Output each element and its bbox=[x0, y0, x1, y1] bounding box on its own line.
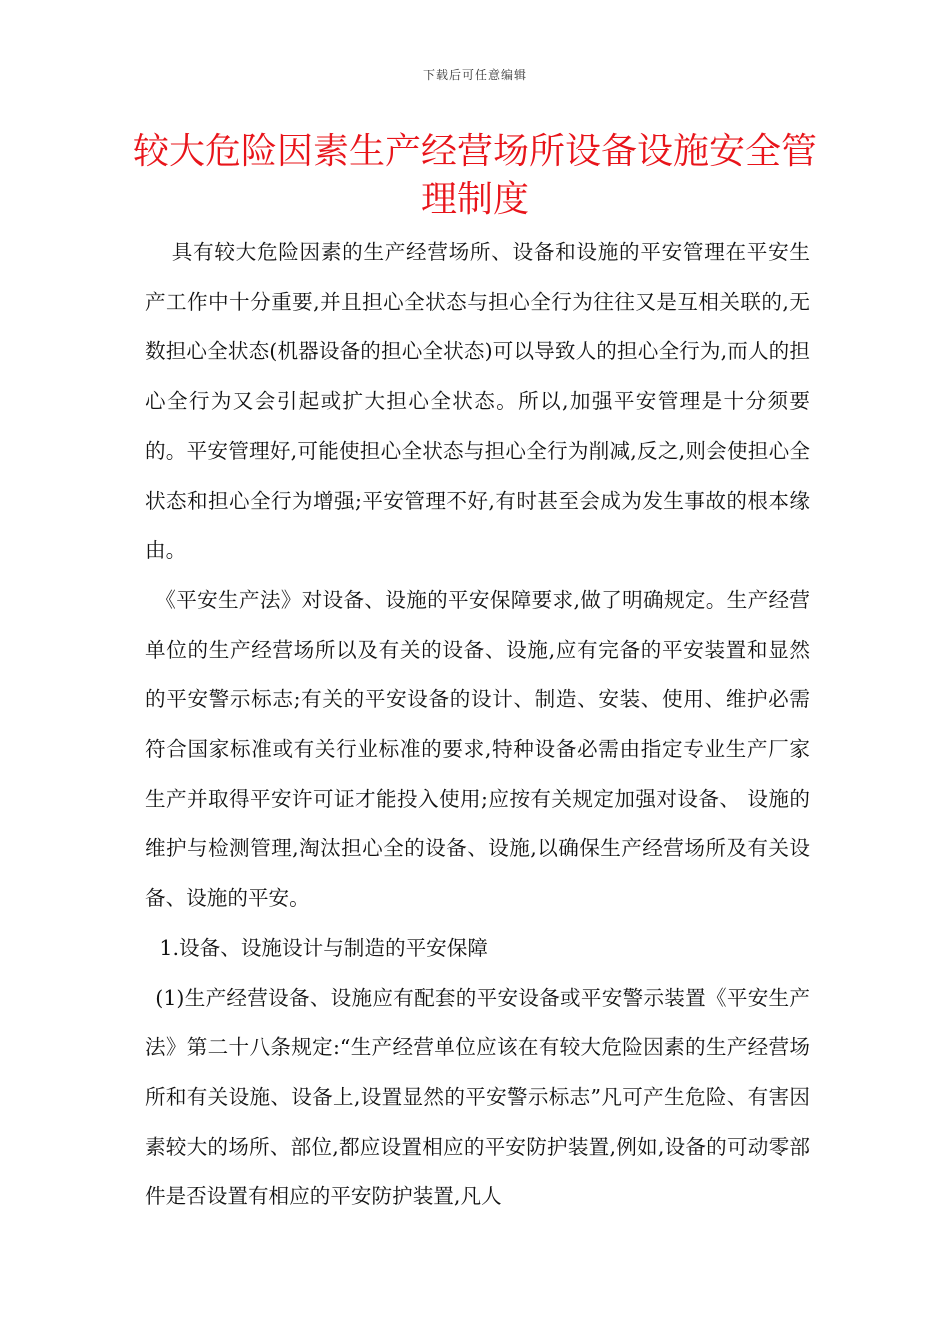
document-title: 较大危险因素生产经营场所设备设施安全管理制度 bbox=[132, 131, 817, 220]
paragraph-item-1: (1)生产经营设备、设施应有配套的平安设备或平安警示装置《平安生产法》第二十八条规定:“生产经营单位应该在有较大危险因素的生产经营场所和有关设施、设备上,设置显然的平安警示标志”凡可产生危险、有害因素较大的场所、部位,都应设置相应的平安防护装置,例如,设备的可动零部件是否设置有相应的平安防护装置,凡人 bbox=[145, 985, 810, 1209]
header-note: 下载后可任意编辑 bbox=[422, 68, 527, 82]
paragraph-intro: 具有较大危险因素的生产经营场所、设备和设施的平安管理在平安生产工作中十分重要,并且担心全状态与担心全行为往往又是互相关联的,无数担心全状态(机器设备的担心全状态)可以导致人的担心全行为,而人的担心全行为又会引起或扩大担心全状态。所以,加强平安管理是十分须要的。平安管理好,可能使担心全状态与担心全行为削减,反之,则会使担心全状态和担心全行为增强;平安管理不好,有时甚至会成为发生事故的根本缘由。 bbox=[145, 240, 810, 563]
section-heading-1: 1.设备、设施设计与制造的平安保障 bbox=[159, 935, 488, 960]
document-body bbox=[145, 228, 810, 1222]
paragraph-law: 《平安生产法》对设备、设施的平安保障要求,做了明确规定。生产经营单位的生产经营场所以及有关的设备、设施,应有完备的平安装置和显然的平安警示标志;有关的平安设备的设计、制造、安装、使用、维护必需符合国家标准或有关行业标准的要求,特种设备必需由指定专业生产厂家生产并取得平安许可证才能投入使用;应按有关规定加强对设备、 设施的维护与检测管理,淘汰担心全的设备、设施,以确保生产经营场所及有关设备、设施的平安。 bbox=[145, 587, 810, 911]
